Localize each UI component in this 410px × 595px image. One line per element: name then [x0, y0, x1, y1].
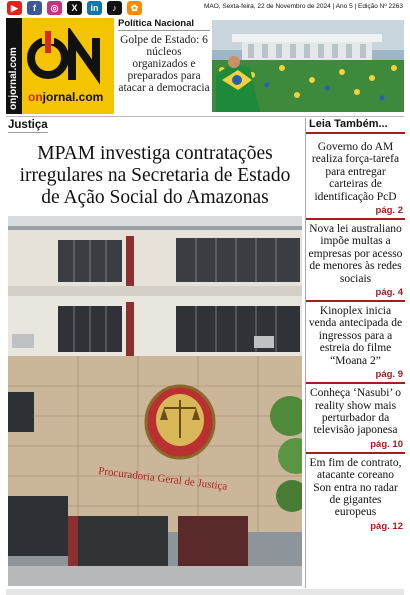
footer-strip — [6, 589, 404, 595]
building-sign-text: Procuradoria Geral de Justiça — [97, 465, 228, 493]
sidebar-item[interactable] — [306, 220, 405, 302]
facebook-icon[interactable]: f — [27, 1, 42, 15]
tiktok-icon[interactable]: ♪ — [107, 1, 122, 15]
sidebar-item[interactable] — [306, 138, 405, 220]
vertical-site-bar — [6, 18, 22, 114]
politics-text: Golpe de Estado: 6 núcleos organizados e preparados para atacar a democracia — [118, 34, 210, 94]
youtube-icon[interactable]: ▶ — [7, 1, 22, 15]
sidebar — [305, 118, 405, 588]
sidebar-item-page: pág. 12 — [370, 520, 403, 532]
sidebar-item[interactable] — [306, 302, 405, 384]
sidebar-item-text: Conheça ‘Nasubi’ o reality show mais perturbador da televisão japonesa — [309, 387, 402, 437]
sidebar-item-page: pág. 10 — [370, 438, 403, 450]
sidebar-item-page: pág. 9 — [375, 369, 403, 381]
top-bar — [0, 0, 410, 17]
logo-site-name: onjornal.com — [28, 90, 104, 104]
politics-teaser[interactable] — [118, 18, 210, 114]
on-logo-icon — [26, 28, 110, 88]
sidebar-item-text: Kinoplex inicia venda antecipada de ingressos para a estreia do filme “Moana 2” — [308, 305, 403, 367]
sidebar-item[interactable] — [306, 384, 405, 454]
sidebar-item-text: Governo do AM realiza força-tarefa para entregar carteiras de identificação PcD — [311, 141, 400, 203]
x-icon[interactable]: X — [67, 1, 82, 15]
sidebar-item-page: pág. 2 — [375, 205, 403, 217]
politics-tag: Política Nacional — [118, 18, 210, 31]
sidebar-item-text: Nova lei australiano impõe multas a empresas por acesso de menores às redes sociais — [308, 223, 403, 285]
kwai-icon[interactable]: ✿ — [127, 1, 142, 15]
linkedin-icon[interactable]: in — [87, 1, 102, 15]
masthead-divider — [6, 116, 404, 117]
sidebar-item[interactable] — [306, 454, 405, 534]
sidebar-item-page: pág. 4 — [375, 287, 403, 299]
logo[interactable] — [22, 18, 114, 114]
main-story-photo[interactable] — [8, 216, 302, 586]
instagram-icon[interactable]: ◎ — [47, 1, 62, 15]
sidebar-item-text: Em fim de contrato, atacante coreano Son entra no radar de gigantes europeus — [309, 456, 402, 519]
social-links — [7, 1, 142, 15]
vertical-site-text: onjornal.com — [8, 47, 19, 110]
protest-photo[interactable] — [212, 20, 404, 112]
section-label: Justiça — [8, 119, 48, 131]
masthead — [6, 18, 404, 114]
sidebar-title: Leia Também... — [306, 118, 405, 134]
main-headline[interactable]: MPAM investiga contratações irregulares na Secretaria de Estado de Ação Social do Amazonas — [19, 143, 291, 208]
edition-line: MAO, Sexta-feira, 22 de Novembro de 2024 | Ano 5 | Edição Nº 2263 — [203, 3, 403, 10]
